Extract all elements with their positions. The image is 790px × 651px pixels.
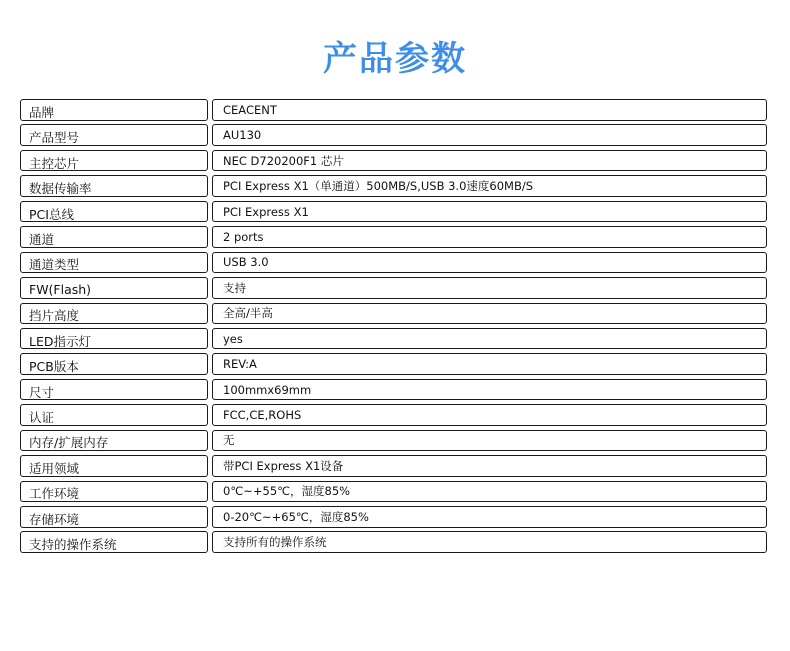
spec-label: 挡片高度 — [20, 303, 208, 325]
table-row — [20, 328, 767, 350]
spec-label: 通道 — [20, 226, 208, 248]
spec-value: PCI Express X1 — [212, 201, 767, 223]
spec-label: 产品型号 — [20, 124, 208, 146]
page-title: 产品参数 — [323, 39, 467, 79]
spec-label: 认证 — [20, 404, 208, 426]
spec-value: CEACENT — [212, 99, 767, 121]
spec-label: 主控芯片 — [20, 150, 208, 172]
table-row — [20, 506, 767, 528]
table-row — [20, 124, 767, 146]
spec-value: REV:A — [212, 353, 767, 375]
table-row — [20, 99, 767, 121]
spec-value: 0-20℃~+65℃，湿度85% — [212, 506, 767, 528]
spec-value: 2 ports — [212, 226, 767, 248]
spec-value: 支持所有的操作系统 — [212, 531, 767, 553]
spec-label: 数据传输率 — [20, 175, 208, 197]
spec-label: 尺寸 — [20, 379, 208, 401]
table-row — [20, 379, 767, 401]
spec-label: LED指示灯 — [20, 328, 208, 350]
table-row — [20, 430, 767, 452]
spec-label: PCB版本 — [20, 353, 208, 375]
table-row — [20, 150, 767, 172]
spec-label: FW(Flash) — [20, 277, 208, 299]
spec-label: 内存/扩展内存 — [20, 430, 208, 452]
table-row — [20, 303, 767, 325]
spec-value: 100mmx69mm — [212, 379, 767, 401]
table-row — [20, 252, 767, 274]
spec-value: 0℃~+55℃，湿度85% — [212, 481, 767, 503]
spec-value: 无 — [212, 430, 767, 452]
spec-value: yes — [212, 328, 767, 350]
table-row — [20, 353, 767, 375]
spec-label: PCI总线 — [20, 201, 208, 223]
table-row — [20, 404, 767, 426]
table-row — [20, 455, 767, 477]
table-row — [20, 481, 767, 503]
spec-value: 支持 — [212, 277, 767, 299]
spec-label: 工作环境 — [20, 481, 208, 503]
spec-value: 带PCI Express X1设备 — [212, 455, 767, 477]
spec-table — [20, 99, 767, 557]
spec-label: 适用领域 — [20, 455, 208, 477]
table-row — [20, 531, 767, 553]
spec-value: USB 3.0 — [212, 252, 767, 274]
spec-value: 全高/半高 — [212, 303, 767, 325]
spec-value: NEC D720200F1 芯片 — [212, 150, 767, 172]
table-row — [20, 201, 767, 223]
spec-label: 通道类型 — [20, 252, 208, 274]
spec-value: FCC,CE,ROHS — [212, 404, 767, 426]
spec-value: PCI Express X1（单通道）500MB/S,USB 3.0速度60MB/S — [212, 175, 767, 197]
spec-label: 存储环境 — [20, 506, 208, 528]
spec-value: AU130 — [212, 124, 767, 146]
table-row — [20, 175, 767, 197]
spec-label: 品牌 — [20, 99, 208, 121]
spec-label: 支持的操作系统 — [20, 531, 208, 553]
table-row — [20, 277, 767, 299]
table-row — [20, 226, 767, 248]
